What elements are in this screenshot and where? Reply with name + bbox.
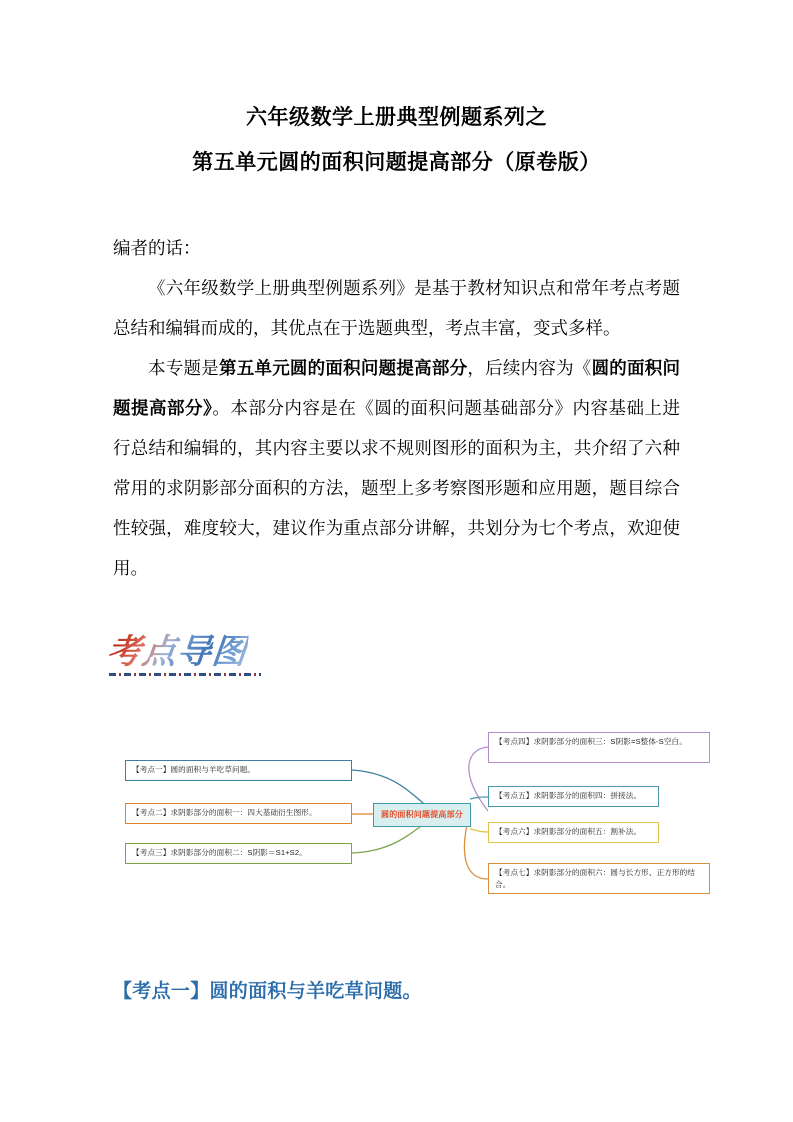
preface-p2-bold-1: 第五单元圆的面积问题提高部分	[218, 358, 468, 378]
mindmap-diagram	[110, 715, 725, 905]
mindmap-node-kaodian-1[interactable]: 【考点一】圆的面积与羊吃草问题。	[125, 760, 352, 781]
document-title-line2: 第五单元圆的面积问题提高部分（原卷版）	[192, 151, 601, 174]
preface-p2-segment-3: 。本部分内容是在《圆的面积问题基础部分》内容基础上进行总结和编辑的，其内容主要以求不规则图形的面积为主，共介绍了六种常用的求阴影部分面积的方法，题型上多考察图形题和应用题，题目综合性较强，难度较大，建议作为重点部分讲解，共划分为七个考点，欢迎使用。	[113, 398, 681, 578]
connector-kaodian-7	[464, 820, 488, 879]
mindmap-center-node[interactable]: 圆的面积问题提高部分	[373, 803, 471, 827]
mindmap-node-kaodian-6[interactable]: 【考点六】求阴影部分的面积五：割补法。	[488, 822, 659, 843]
mindmap-node-kaodian-5[interactable]: 【考点五】求阴影部分的面积四：拼接法。	[488, 786, 659, 807]
preface-block	[113, 228, 680, 588]
preface-p2-segment-2: ，后续内容为《	[467, 358, 592, 378]
preface-p2-segment-1: 本专题是	[148, 358, 219, 378]
preface-p2-bold-2: 圆的面积问题提高部分》	[113, 358, 681, 418]
connector-kaodian-6	[470, 829, 488, 832]
document-title-line1: 六年级数学上册典型例题系列之	[246, 106, 547, 129]
mindmap-node-kaodian-2[interactable]: 【考点二】求阴影部分的面积一：四大基础衍生图形。	[125, 803, 352, 824]
connector-kaodian-4	[469, 747, 488, 811]
wordart-underline-rule	[109, 673, 261, 676]
wordart-text: 考点导图	[105, 633, 249, 671]
mindmap-node-kaodian-7[interactable]: 【考点七】求阴影部分的面积六：圆与长方形、正方形的结合。	[488, 863, 710, 894]
preface-label: 编者的话：	[113, 238, 201, 258]
preface-paragraph-1: 《六年级数学上册典型例题系列》是基于教材知识点和常年考点考题总结和编辑而成的，其优点在于选题典型，考点丰富，变式多样。	[113, 278, 680, 338]
wordart-heading	[107, 632, 307, 688]
mindmap-node-kaodian-4[interactable]: 【考点四】求阴影部分的面积三：S阴影=S整体-S空白。	[488, 732, 710, 763]
preface-paragraph-2	[113, 348, 680, 588]
mindmap-node-kaodian-3[interactable]: 【考点三】求阴影部分的面积二：S阴影＝S1+S2。	[125, 843, 352, 864]
section-heading-kaodian-one: 【考点一】圆的面积与羊吃草问题。	[113, 981, 422, 1002]
